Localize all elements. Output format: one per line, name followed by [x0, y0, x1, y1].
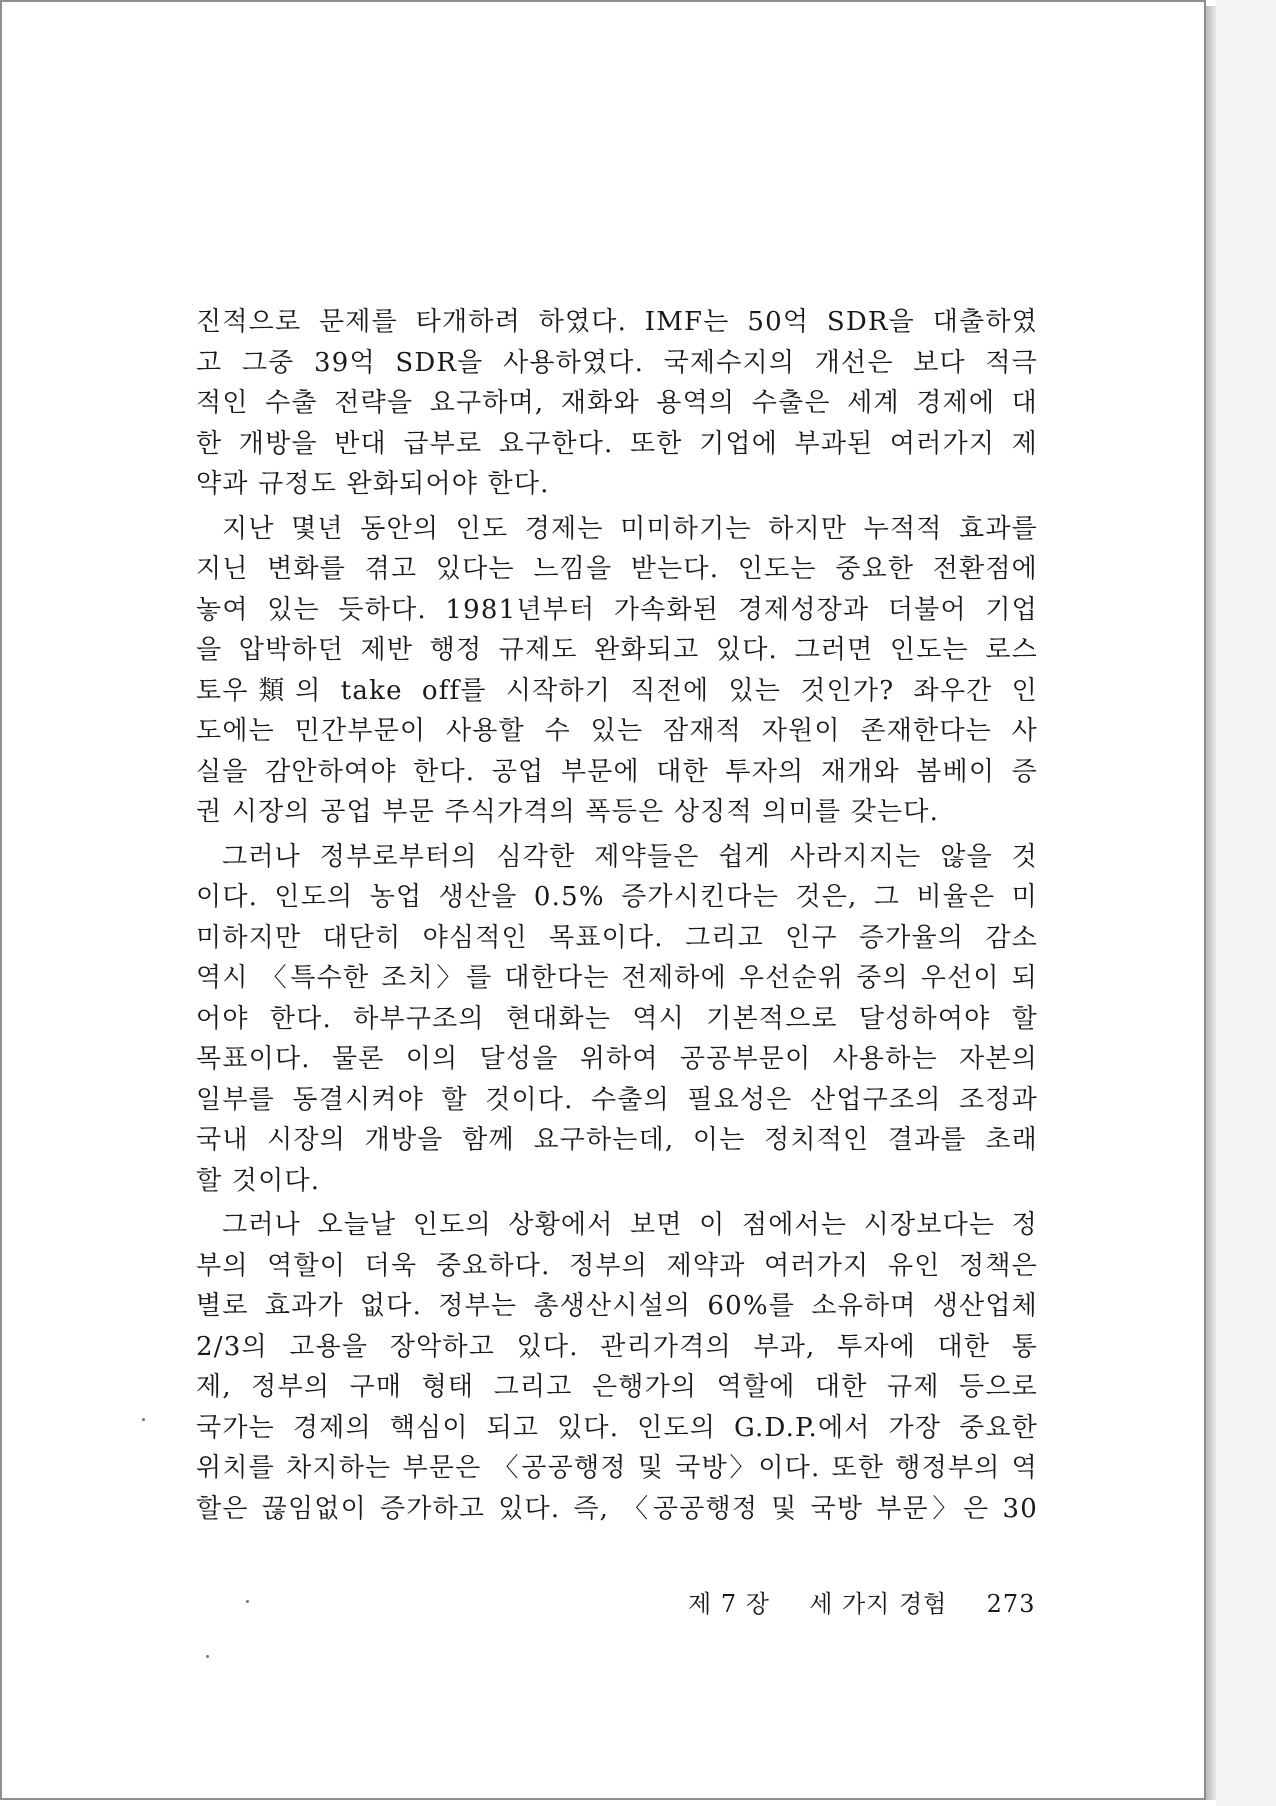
text-line: 목표이다. 물론 이의 달성을 위하여 공공부문이 사용하는 자본의: [196, 1044, 1038, 1074]
scan-speck: [246, 1600, 249, 1603]
text-line: 지닌 변화를 겪고 있다는 느낌을 받는다. 인도는 중요한 전환점에: [196, 554, 1038, 584]
text-line: 지난 몇년 동안의 인도 경제는 미미하기는 하지만 누적적 효과를: [222, 513, 1038, 544]
text-line: 실을 감안하여야 한다. 공업 부문에 대한 투자의 재개와 봄베이 증: [196, 756, 1038, 787]
paragraph: [196, 837, 1038, 1202]
text-line: 미하지만 대단히 야심적인 목표이다. 그리고 인구 증가율의 감소: [196, 922, 1038, 953]
paragraph: [196, 1205, 1038, 1529]
text-line: 한 개방을 반대 급부로 요구한다. 또한 기업에 부과된 여러가지 제: [196, 428, 1038, 459]
viewer-background: [1216, 0, 1276, 1806]
text-line: 을 압박하던 제반 행정 규제도 완화되고 있다. 그러면 인도는 로스: [196, 635, 1038, 665]
text-line: 역시 〈특수한 조치〉를 대한다는 전제하에 우선순위 중의 우선이 되: [196, 963, 1038, 993]
text-line: 제, 정부의 구매 형태 그리고 은행가의 역할에 대한 규제 등으로: [196, 1372, 1038, 1402]
text-line: 일부를 동결시켜야 할 것이다. 수출의 필요성은 산업구조의 조정과: [196, 1084, 1038, 1115]
text-line: 권 시장의 공업 부문 주식가격의 폭등은 상징적 의미를 갖는다.: [196, 797, 940, 827]
text-line: 별로 효과가 없다. 정부는 총생산시설의 60%를 소유하며 생산업체: [196, 1291, 1038, 1321]
paragraph: [196, 509, 1038, 833]
text-line: 국내 시장의 개방을 함께 요구하는데, 이는 정치적인 결과를 초래: [196, 1125, 1038, 1155]
text-line: 고 그중 39억 SDR을 사용하였다. 국제수지의 개선은 보다 적극: [196, 347, 1038, 378]
text-line: 위치를 차지하는 부문은 〈공공행정 및 국방〉이다. 또한 행정부의 역: [196, 1453, 1038, 1483]
page-body: [196, 302, 1038, 1529]
text-line: 2/3의 고용을 장악하고 있다. 관리가격의 부과, 투자에 대한 통: [196, 1331, 1038, 1362]
text-line: 부의 역할이 더욱 중요하다. 정부의 제약과 여러가지 유인 정책은: [196, 1250, 1038, 1281]
text-line: 그러나 정부로부터의 심각한 제약들은 쉽게 사라지지는 않을 것: [222, 841, 1038, 872]
text-line: 적인 수출 전략을 요구하며, 재화와 용역의 수출은 세계 경제에 대: [196, 388, 1038, 418]
chapter-title: 세 가지 경험: [809, 1590, 948, 1618]
text-line: 진적으로 문제를 타개하려 하였다. IMF는 50억 SDR을 대출하였: [196, 307, 1038, 337]
text-line: 놓여 있는 듯하다. 1981년부터 가속화된 경제성장과 더불어 기업: [196, 594, 1038, 625]
text-line: 할은 끊임없이 증가하고 있다. 즉, 〈공공행정 및 국방 부문〉은 30: [196, 1493, 1038, 1524]
text-line: 그러나 오늘날 인도의 상황에서 보면 이 점에서는 시장보다는 정: [222, 1210, 1038, 1240]
text-line: 국가는 경제의 핵심이 되고 있다. 인도의 G.D.P.에서 가장 중요한: [196, 1412, 1038, 1443]
text-line: 이다. 인도의 농업 생산을 0.5% 증가시킨다는 것은, 그 비율은 미: [196, 882, 1038, 912]
text-line: 토우類의 take off를 시작하기 직전에 있는 것인가? 좌우간 인: [196, 675, 1038, 706]
page-edge-shadow: [1206, 6, 1216, 1800]
text-line: 도에는 민간부문이 사용할 수 있는 잠재적 자원이 존재한다는 사: [196, 716, 1038, 746]
page-number: 273: [986, 1590, 1036, 1618]
text-line: 할 것이다.: [196, 1165, 321, 1196]
scan-speck: [206, 1655, 209, 1658]
page-footer: [688, 1584, 1035, 1619]
text-line: 어야 한다. 하부구조의 현대화는 역시 기본적으로 달성하여야 할: [196, 1003, 1038, 1034]
paragraph: [196, 302, 1038, 505]
scan-speck: [142, 1418, 145, 1421]
chapter-label: 제 7 장: [688, 1590, 770, 1618]
text-line: 약과 규정도 완화되어야 한다.: [196, 469, 550, 499]
